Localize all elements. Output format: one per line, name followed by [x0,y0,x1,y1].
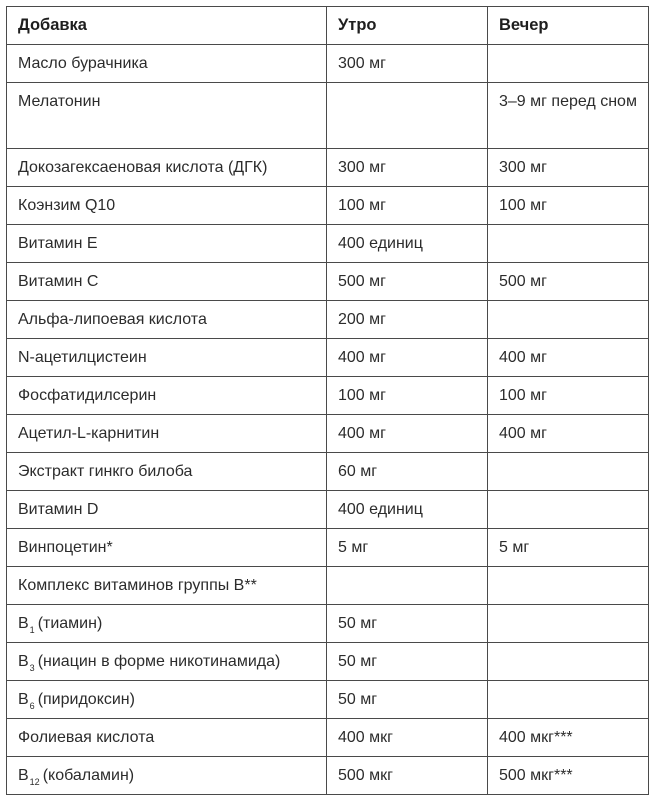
header-supplement: Добавка [7,7,327,45]
vitamin-subscript: 1 [29,625,35,635]
supplement-name [7,605,327,643]
morning-dose: 400 единиц [327,491,488,529]
morning-dose: 300 мг [327,149,488,187]
evening-dose [488,605,649,643]
supplement-name: Комплекс витаминов группы B** [7,567,327,605]
evening-dose: 400 мг [488,415,649,453]
table-row [7,491,649,529]
vitamin-subscript: 12 [29,777,40,787]
supplement-name: Мелатонин [7,83,327,149]
table-row [7,301,649,339]
morning-dose: 400 единиц [327,225,488,263]
header-morning: Утро [327,7,488,45]
evening-dose: 400 мг [488,339,649,377]
vitamin-letter: B [18,653,29,670]
supplement-name: N-ацетилцистеин [7,339,327,377]
table-header-row [7,7,649,45]
evening-dose: 300 мг [488,149,649,187]
morning-dose: 300 мг [327,45,488,83]
evening-dose: 500 мг [488,263,649,301]
supplement-name: Фосфатидилсерин [7,377,327,415]
evening-dose [488,453,649,491]
table-row [7,187,649,225]
morning-dose: 60 мг [327,453,488,491]
supplement-name: Винпоцетин* [7,529,327,567]
vitamin-description: (пиридоксин) [37,691,135,708]
header-evening: Вечер [488,7,649,45]
morning-dose: 400 мг [327,415,488,453]
table-row [7,529,649,567]
table-row [7,225,649,263]
morning-dose: 200 мг [327,301,488,339]
supplement-name: Масло бурачника [7,45,327,83]
evening-dose [488,643,649,681]
supplement-name: Ацетил-L-карнитин [7,415,327,453]
table-row [7,339,649,377]
supplement-name [7,681,327,719]
morning-dose: 500 мг [327,263,488,301]
table-row [7,415,649,453]
evening-dose: 100 мг [488,187,649,225]
table-row [7,757,649,795]
supplement-name: Фолиевая кислота [7,719,327,757]
evening-dose: 100 мг [488,377,649,415]
table-row [7,453,649,491]
vitamin-subscript: 3 [29,663,35,673]
supplement-name: Витамин D [7,491,327,529]
supplement-name: Витамин C [7,263,327,301]
evening-dose: 400 мкг*** [488,719,649,757]
morning-dose [327,83,488,149]
supplement-name: Витамин E [7,225,327,263]
evening-dose [488,301,649,339]
morning-dose [327,567,488,605]
supplement-name: Докозагексаеновая кислота (ДГК) [7,149,327,187]
evening-dose [488,567,649,605]
table-row [7,83,649,149]
table-row [7,719,649,757]
table-row [7,605,649,643]
morning-dose: 50 мг [327,605,488,643]
evening-dose [488,45,649,83]
morning-dose: 400 мкг [327,719,488,757]
vitamin-description: (тиамин) [37,615,103,632]
table-row [7,681,649,719]
supplement-name: Коэнзим Q10 [7,187,327,225]
morning-dose: 400 мг [327,339,488,377]
vitamin-letter: B [18,767,29,784]
table-row [7,149,649,187]
vitamin-letter: B [18,691,29,708]
evening-dose [488,491,649,529]
morning-dose: 50 мг [327,643,488,681]
morning-dose: 100 мг [327,377,488,415]
supplement-name [7,757,327,795]
evening-dose: 500 мкг*** [488,757,649,795]
table-row [7,263,649,301]
table-row [7,45,649,83]
table-row [7,567,649,605]
morning-dose: 500 мкг [327,757,488,795]
evening-dose: 3–9 мг перед сном [488,83,649,149]
supplement-name: Альфа-липоевая кислота [7,301,327,339]
vitamin-description: (ниацин в форме никотинамида) [37,653,281,670]
morning-dose: 50 мг [327,681,488,719]
morning-dose: 5 мг [327,529,488,567]
table-row [7,377,649,415]
vitamin-letter: B [18,615,29,632]
vitamin-subscript: 6 [29,701,35,711]
supplement-table [6,6,649,795]
supplement-name: Экстракт гинкго билоба [7,453,327,491]
supplement-name [7,643,327,681]
evening-dose [488,681,649,719]
evening-dose [488,225,649,263]
table-row [7,643,649,681]
vitamin-description: (кобаламин) [42,767,135,784]
evening-dose: 5 мг [488,529,649,567]
morning-dose: 100 мг [327,187,488,225]
